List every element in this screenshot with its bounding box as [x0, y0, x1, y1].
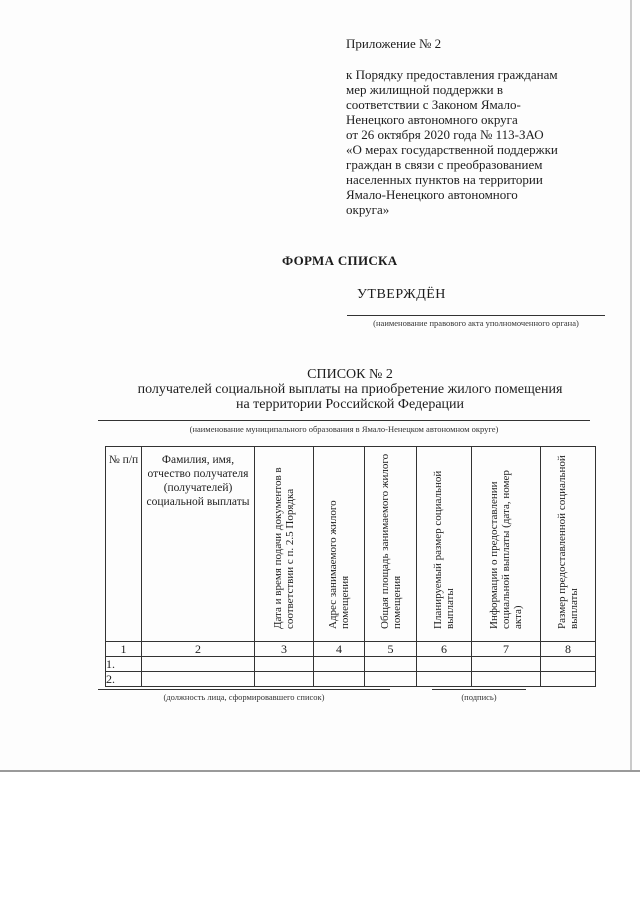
- row-number: 1.: [106, 657, 142, 672]
- header-full-name: Фамилия, имя, отчество получателя (получателей) социальной выплаты: [142, 447, 255, 642]
- header-planned-payment: [417, 447, 472, 642]
- column-number: 8: [541, 642, 596, 657]
- approved-label: УТВЕРЖДЁН: [357, 287, 446, 302]
- signature-caption: (подпись): [461, 692, 497, 702]
- table-cell: [472, 672, 541, 687]
- appendix-body: к Порядку предоставления гражданам мер жилищной поддержки в соответствии с Законом Ямало- Ненецкого автономного округа от 26 октября 2020 года № 113-ЗАО «О мерах государственной поддержки граждан в связи с преобразованием населенных пунктов на территории Ямало-Ненецкого автономного округа»: [346, 67, 558, 217]
- header-area: [365, 447, 417, 642]
- table-cell: [255, 657, 314, 672]
- column-number: 6: [417, 642, 472, 657]
- page-edge-shadow: [630, 0, 632, 772]
- table-cell: [541, 672, 596, 687]
- appendix-block: [346, 36, 608, 217]
- header-address-label: Адрес занимаемого жилого помещения: [327, 500, 351, 629]
- header-planned-payment-label: Планируемый размер социальной выплаты: [432, 470, 456, 629]
- signature-fill-line: [432, 689, 526, 690]
- page-bottom-edge: [0, 770, 640, 772]
- table-cell: [417, 672, 472, 687]
- table-cell: [472, 657, 541, 672]
- column-number: 2: [142, 642, 255, 657]
- table-cell: [365, 657, 417, 672]
- approved-fill-line: [347, 315, 605, 316]
- list-heading: [100, 367, 600, 412]
- table-cell: [142, 657, 255, 672]
- table-cell: [142, 672, 255, 687]
- appendix-title: Приложение № 2: [346, 36, 442, 51]
- header-payment-amount-label: Размер предоставленной социальной выплаты: [556, 455, 580, 629]
- municipality-caption: (наименование муниципального образования в Ямало-Ненецком автономном округе): [189, 424, 499, 434]
- header-date-time-label: Дата и время подачи документов в соответствии с п. 2.5 Порядка: [272, 467, 296, 629]
- list-title: СПИСОК № 2: [307, 367, 393, 382]
- table-cell: [314, 672, 365, 687]
- column-number-row: [106, 642, 596, 657]
- municipality-fill-line: [98, 420, 590, 421]
- approved-caption: (наименование правового акта уполномоченного органа): [373, 318, 579, 328]
- table-header-row: [106, 447, 596, 642]
- form-title: ФОРМА СПИСКА: [282, 253, 398, 268]
- table-cell: [255, 672, 314, 687]
- table-cell: [417, 657, 472, 672]
- table-row: [106, 672, 596, 687]
- column-number: 5: [365, 642, 417, 657]
- list-subtitle-line2: на территории Российской Федерации: [235, 397, 465, 412]
- table-cell: [541, 657, 596, 672]
- recipients-table: [105, 446, 596, 687]
- table-cell: [365, 672, 417, 687]
- column-number: 7: [472, 642, 541, 657]
- header-address: [314, 447, 365, 642]
- position-caption: (должность лица, сформировавшего список): [163, 692, 325, 702]
- header-area-label: Общая площадь занимаемого жилого помещения: [378, 453, 403, 629]
- row-number: 2.: [106, 672, 142, 687]
- table-cell: [314, 657, 365, 672]
- list-subtitle-line1: получателей социальной выплаты на приобретение жилого помещения: [137, 382, 563, 397]
- table-row: [106, 657, 596, 672]
- header-number: № п/п: [106, 447, 142, 642]
- column-number: 4: [314, 642, 365, 657]
- header-date-time: [255, 447, 314, 642]
- header-payment-amount: [541, 447, 596, 642]
- position-fill-line: [98, 689, 390, 690]
- header-payment-info: [472, 447, 541, 642]
- header-payment-info-label: Информации о предоставлении социальной выплаты (дата, номер акта): [488, 470, 524, 629]
- column-number: 3: [255, 642, 314, 657]
- column-number: 1: [106, 642, 142, 657]
